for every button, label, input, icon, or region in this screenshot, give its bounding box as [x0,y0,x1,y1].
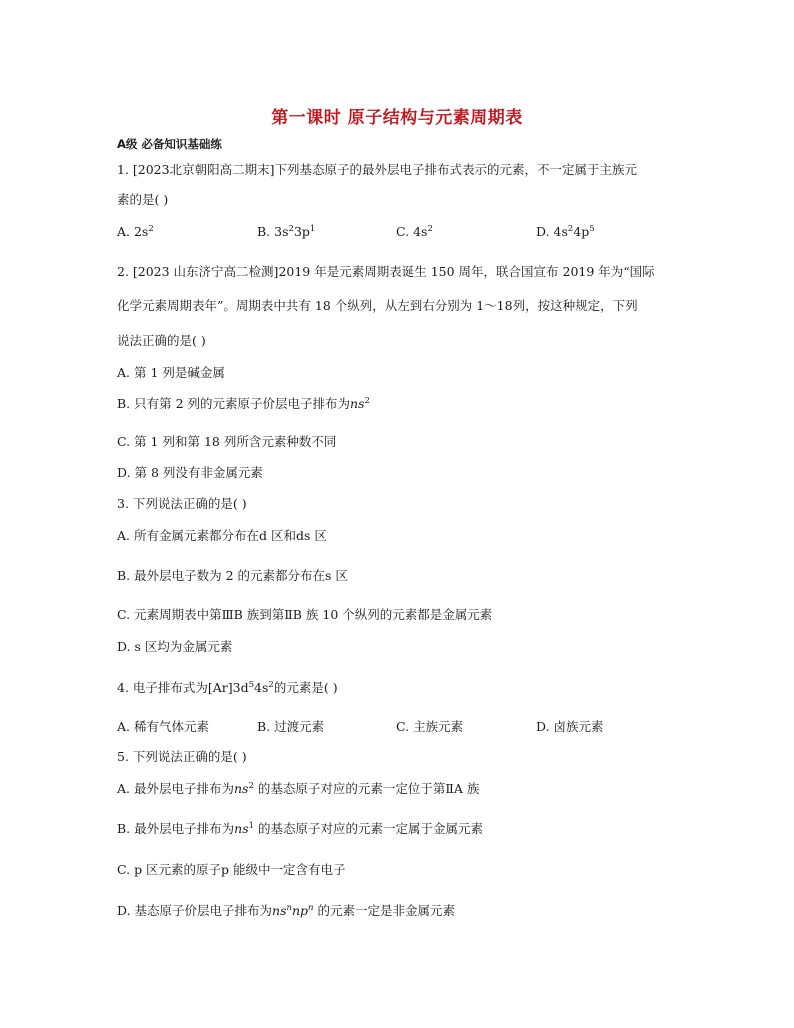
page-title: 第一课时 原子结构与元素周期表 [271,108,523,128]
formula-text: ns [233,781,249,796]
formula-text: ns [350,396,365,411]
superscript: 5 [248,680,255,690]
q5-option-d [117,903,455,919]
formula-text: 3s [274,224,289,239]
formula-text: 3p [293,224,310,239]
formula-text: 4s [553,224,568,239]
option-text: B. 最外层电子排布为 [117,821,235,836]
option-text: 的元素一定是非金属元素 [313,903,456,918]
q2-stem-line2: 化学元素周期表年”。周期表中共有 18 个纵列，从左到右分别为 1～18列，按这种规定，下列 [117,298,638,313]
q5-option-c: C. p 区元素的原子p 能级中一定含有电子 [117,862,346,877]
q3-option-d: D. s 区均为金属元素 [117,639,233,654]
q3-option-b: B. 最外层电子数为 2 的元素都分布在s 区 [117,568,348,583]
option-text: D. 基态原子价层电子排布为 [117,903,273,918]
q1-stem-line1: 1. [2023北京朝阳高二期末]下列基态原子的最外层电子排布式表示的元素，不一定属于主族元 [117,162,637,177]
q2-stem-line1: 2. [2023 山东济宁高二检测]2019 年是元素周期表诞生 150 周年，联合国宣布 2019 年为“国际 [117,264,655,279]
q2-option-b [117,396,370,412]
superscript: 2 [364,396,370,406]
option-text: 的基态原子对应的元素一定属于金属元素 [254,821,484,836]
q1-option-a [117,224,154,240]
q4-option-c: C. 主族元素 [396,719,464,734]
superscript: 2 [567,224,574,234]
superscript: n [286,903,292,913]
option-text: 的基态原子对应的元素一定位于第ⅡA 族 [253,781,480,796]
option-letter: D. [536,224,554,239]
option-letter: C. [396,224,414,239]
q1-option-c [396,224,433,240]
formula-text: 4s [254,680,269,695]
q3-option-c: C. 元素周期表中第ⅢB 族到第ⅡB 族 10 个纵列的元素都是金属元素 [117,607,493,622]
formula-text: ns [234,821,249,836]
q4-option-b: B. 过渡元素 [257,719,325,734]
q2-stem-line3: 说法正确的是( ) [117,333,206,348]
superscript: 1 [248,821,255,831]
q2-option-a: A. 第 1 列是碱金属 [117,365,225,380]
q4-option-a: A. 稀有气体元素 [117,719,209,734]
superscript: 5 [589,224,595,234]
q4-stem [117,680,338,696]
q1-stem-line2: 素的是( ) [117,192,169,207]
q5-option-a [117,781,479,797]
superscript: 1 [309,224,316,234]
q2-option-d: D. 第 8 列没有非金属元素 [117,465,263,480]
formula-text: np [291,903,309,918]
stem-text: 4. 电子排布式为[Ar]3d [117,680,249,695]
q2-option-c: C. 第 1 列和第 18 列所含元素种数不同 [117,434,337,449]
q5-option-b [117,821,483,837]
superscript: n [308,903,314,913]
option-text: A. 最外层电子排布为 [117,781,234,796]
option-text: B. 只有第 2 列的元素原子价层电子排布为 [117,396,351,411]
superscript: 2 [248,781,254,791]
q5-stem: 5. 下列说法正确的是( ) [117,749,247,764]
q3-option-a: A. 所有金属元素都分布在d 区和ds 区 [117,528,327,543]
superscript: 2 [268,680,274,690]
formula-text: ns [272,903,287,918]
superscript: 2 [288,224,294,234]
stem-text: 的元素是( ) [273,680,338,695]
formula-text: 2s [133,224,149,239]
section-heading: A级 必备知识基础练 [117,137,222,151]
superscript: 2 [427,224,433,234]
q1-option-d [536,224,595,240]
q3-stem: 3. 下列说法正确的是( ) [117,496,247,511]
q1-option-b [257,224,315,240]
option-letter: A. [117,224,134,239]
formula-text: 4s [413,224,428,239]
q4-option-d: D. 卤族元素 [536,719,604,734]
formula-text: 4p [573,224,590,239]
superscript: 2 [148,224,154,234]
option-letter: B. [257,224,275,239]
